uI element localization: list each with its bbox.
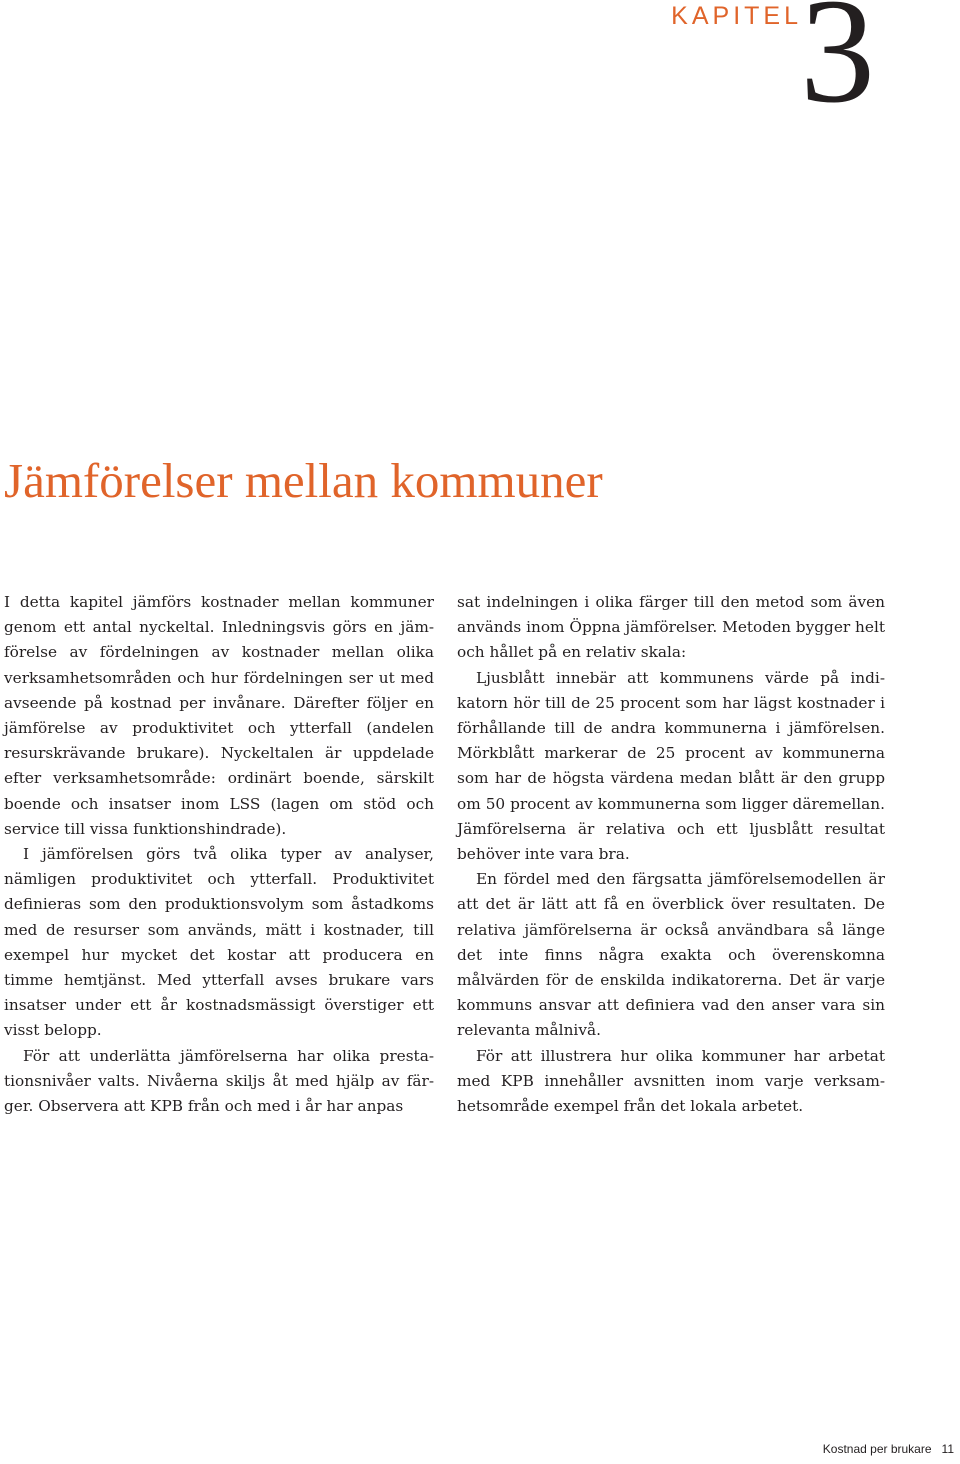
chapter-number: 3 [800, 0, 875, 134]
chapter-label: KAPITEL [671, 2, 802, 30]
page-footer [823, 1442, 954, 1456]
text-column-right [457, 590, 885, 1119]
paragraph: sat indelningen i olika färger till den metod som även används inom Öppna jämförelser. Metoden bygger helt och hållet på en relativ skala: [457, 593, 885, 662]
paragraph: I detta kapitel jämförs kostnader mellan kommuner genom ett antal nyckeltal. Inledningsvis görs en jämförelse av fördelningen av kostnader mellan olika verksamhetsområden och hur fördelningen ser ut med avseende på kostnad per invånare. Därefter följer en jämförelse av produktivitet och ytterfall (andelen resurskrävande brukare). Nyckeltalen är uppdelade efter verksamhetsområde: ordinärt boende, särskilt boende och insatser inom LSS (lagen om stöd och service till vissa funktionshindrade). [4, 593, 434, 838]
paragraph: Ljusblått innebär att kommunens värde på indikatorn hör till de 25 procent som har lägst kostnader i förhållande till de andra kommunerna i jämförelsen. Mörkblått markerar de 25 procent av kommunerna som har de högsta värdena medan blått är den grupp om 50 procent av kommunerna som ligger däremellan. Jämförelserna är relativa och ett ljusblått resultat behöver inte vara bra. [457, 668, 885, 864]
paragraph: I jämförelsen görs två olika typer av analyser, nämligen produktivitet och ytterfall. Produktivitet definieras som den produktionsvolym som åstadkoms med de resurser som används, mätt i kostnader, till exempel hur mycket det kostar att producera en timme hemtjänst. Med ytterfall avses brukare vars insatser under ett år kostnadsmässigt överstiger ett visst belopp. [4, 845, 434, 1040]
paragraph: För att illustrera hur olika kommuner har arbetat med KPB innehåller avsnitten inom varje verksamhetsområde exempel från det lokala arbetet. [457, 1046, 885, 1116]
footer-title: Kostnad per brukare [822, 1442, 932, 1456]
text-column-left [4, 590, 434, 1119]
paragraph: En fördel med den färgsatta jämförelsemodellen är att det är lätt att få en överblick över resultaten. De relativa jämförelserna är också användbara så länge det inte finns några exakta och överenskomna målvärden för de enskilda indikatorerna. Det är varje kommuns ansvar att definiera vad den anser vara sin relevanta målnivå. [457, 870, 885, 1040]
page-number: 11 [941, 1442, 954, 1456]
page-title: Jämförelser mellan kommuner [4, 453, 603, 508]
paragraph: För att underlätta jämförelserna har olika prestationsnivåer valts. Nivåerna skiljs åt med hjälp av färger. Observera att KPB från och med i år har anpas [4, 1046, 434, 1116]
